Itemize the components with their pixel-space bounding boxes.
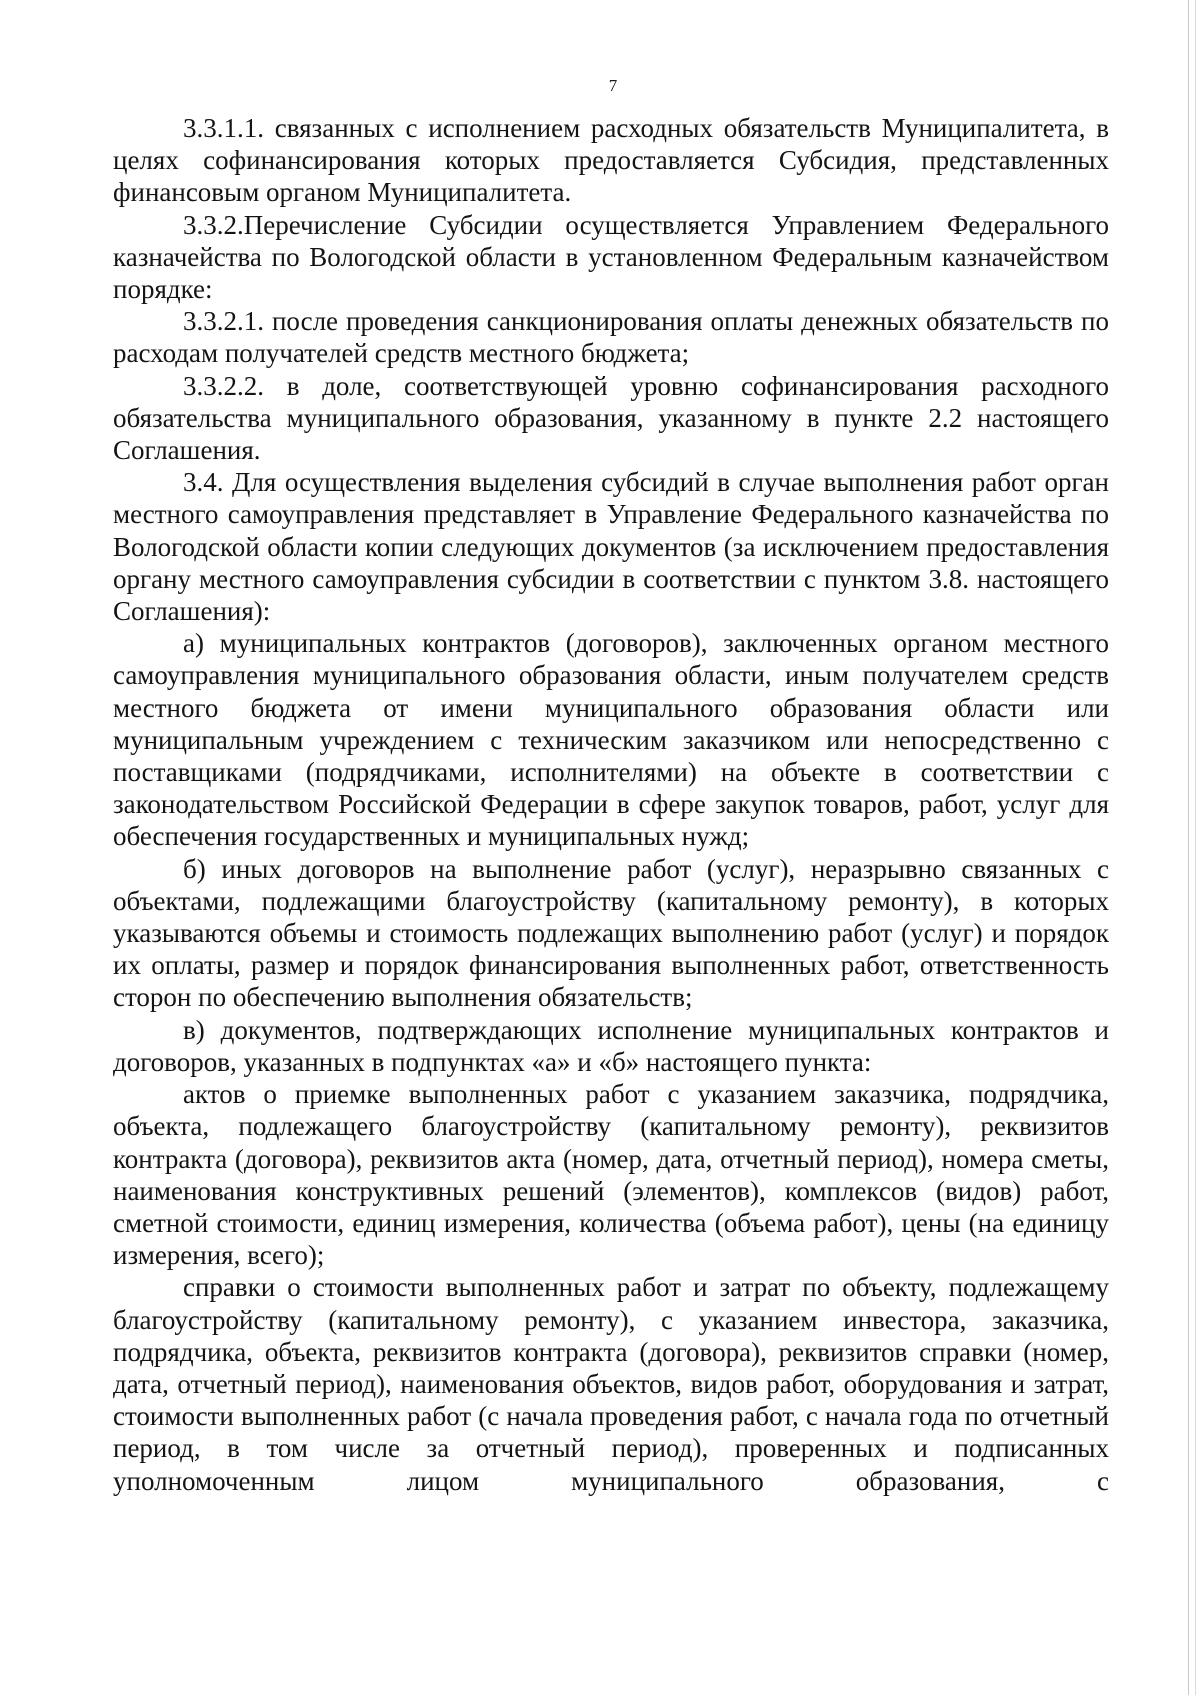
paragraph-reference: справки о стоимости выполненных работ и затрат по объекту, подлежащему благоустройству (капитальному ремонту), с указанием инвестора, заказчика, подрядчика, объекта, реквизитов контракта (договора), реквизитов справки (номер, дата, отчетный период), наименования объектов, видов работ, оборудования и затрат, стоимости выполненных работ (с начала проведения работ, с начала года по отчетный период, в том числе за отчетный период), проверенных и подписанных уполномоченным лицом муниципального образования, с bbox=[113, 1272, 1109, 1496]
paragraph-item-a: а) муниципальных контрактов (договоров), заключенных органом местного самоуправления муниципального образования области, иным получателем средств местного бюджета от имени муниципального образования области или муниципальным учреждением с техническим заказчиком или непосредственно с поставщиками (подрядчиками, исполнителями) на объекте в соответствии с законодательством Российской Федерации в сфере закупок товаров, работ, услуг для обеспечения государственных и муниципальных нужд; bbox=[113, 628, 1109, 852]
paragraph-3-3-2-2: 3.3.2.2. в доле, соответствующей уровню софинансирования расходного обязательства муниципального образования, указанному в пункте 2.2 настоящего Соглашения. bbox=[113, 370, 1109, 466]
paragraph-3-3-1-1: 3.3.1.1. связанных с исполнением расходных обязательств Муниципалитета, в целях софинансирования которых предоставляется Субсидия, представленных финансовым органом Муниципалитета. bbox=[113, 113, 1109, 208]
document-body bbox=[113, 112, 1109, 1497]
paragraph-3-3-2: 3.3.2.Перечисление Субсидии осуществляется Управлением Федерального казначейства по Вологодской области в установленном Федеральным казначейством порядке: bbox=[113, 209, 1109, 305]
page-number: 7 bbox=[608, 76, 618, 95]
scan-edge-line bbox=[1188, 0, 1196, 1695]
paragraph-3-3-2-1: 3.3.2.1. после проведения санкционирования оплаты денежных обязательств по расходам получателей средств местного бюджета; bbox=[113, 306, 1109, 369]
paragraph-acts: актов о приемке выполненных работ с указанием заказчика, подрядчика, объекта, подлежащего благоустройству (капитальному ремонту), реквизитов контракта (договора), реквизитов акта (номер, дата, отчетный период), номера сметы, наименования конструктивных решений (элементов), комплексов (видов) работ, сметной стоимости, единиц измерения, количества (объема работ), цены (на единицу измерения, всего); bbox=[113, 1079, 1109, 1271]
paragraph-item-v: в) документов, подтверждающих исполнение муниципальных контрактов и договоров, указанных в подпунктах «а» и «б» настоящего пункта: bbox=[113, 1014, 1109, 1077]
paragraph-3-4: 3.4. Для осуществления выделения субсидий в случае выполнения работ орган местного самоуправления представляет в Управление Федерального казначейства по Вологодской области копии следующих документов (за исключением предоставления органу местного самоуправления субсидии в соответствии с пунктом 3.8. настоящего Соглашения): bbox=[113, 467, 1109, 627]
paragraph-item-b: б) иных договоров на выполнение работ (услуг), неразрывно связанных с объектами, подлежащими благоустройству (капитальному ремонту), в которых указываются объемы и стоимость подлежащих выполнению работ (услуг) и порядок их оплаты, размер и порядок финансирования выполненных работ, ответственность сторон по обеспечению выполнения обязательств; bbox=[113, 853, 1109, 1013]
